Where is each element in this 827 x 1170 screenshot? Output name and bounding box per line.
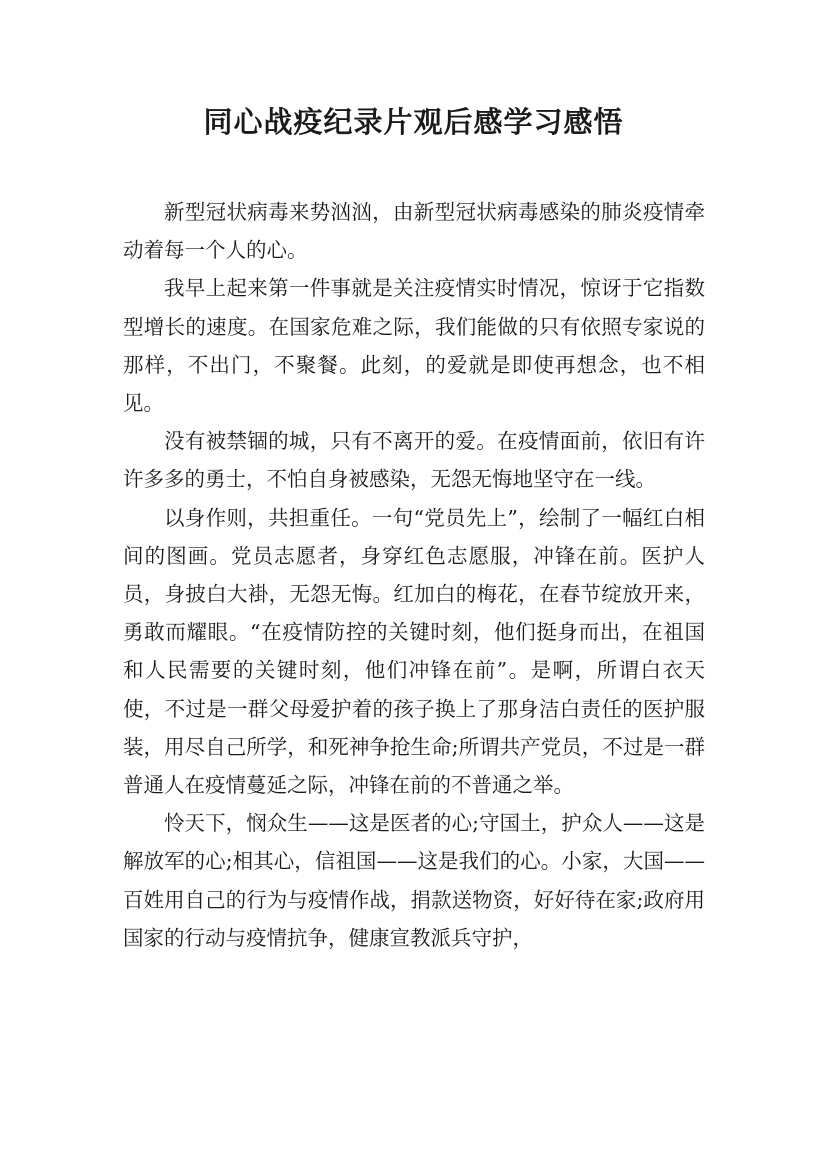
paragraph: 以身作则，共担重任。一句“党员先上”，绘制了一幅红白相间的图画。党员志愿者，身穿红色志愿服，冲锋在前。医护人员，身披白大褂，无怨无悔。红加白的梅花，在春节绽放开来，勇敢而耀眼。“在疫情防控的关键时刻，他们挺身而出，在祖国和人民需要的关键时刻，他们冲锋在前”。是啊，所谓白衣天使，不过是一群父母爱护着的孩子换上了那身洁白责任的医护服装，用尽自己所学，和死神争抢生命;所谓共产党员，不过是一群普通人在疫情蔓延之际，冲锋在前的不普通之举。 bbox=[123, 505, 705, 798]
document-title: 同心战疫纪录片观后感学习感悟 bbox=[203, 105, 624, 139]
paragraph: 没有被禁锢的城，只有不离开的爱。在疫情面前，依旧有许许多多的勇士，不怕自身被感染，无怨无悔地坚守在一线。 bbox=[123, 429, 705, 492]
paragraph: 新型冠状病毒来势汹汹，由新型冠状病毒感染的肺炎疫情牵动着每一个人的心。 bbox=[123, 200, 705, 263]
document-body bbox=[123, 193, 705, 957]
paragraph: 怜天下，悯众生——这是医者的心;守国土，护众人——这是解放军的心;相其心，信祖国——这是我们的心。小家，大国——百姓用自己的行为与疫情作战，捐款送物资，好好待在家;政府用国家的行动与疫情抗争，健康宣教派兵守护， bbox=[123, 811, 705, 950]
paragraph: 我早上起来第一件事就是关注疫情实时情况，惊讶于它指数型增长的速度。在国家危难之际，我们能做的只有依照专家说的那样，不出门，不聚餐。此刻，的爱就是即使再想念，也不相见。 bbox=[123, 276, 705, 416]
